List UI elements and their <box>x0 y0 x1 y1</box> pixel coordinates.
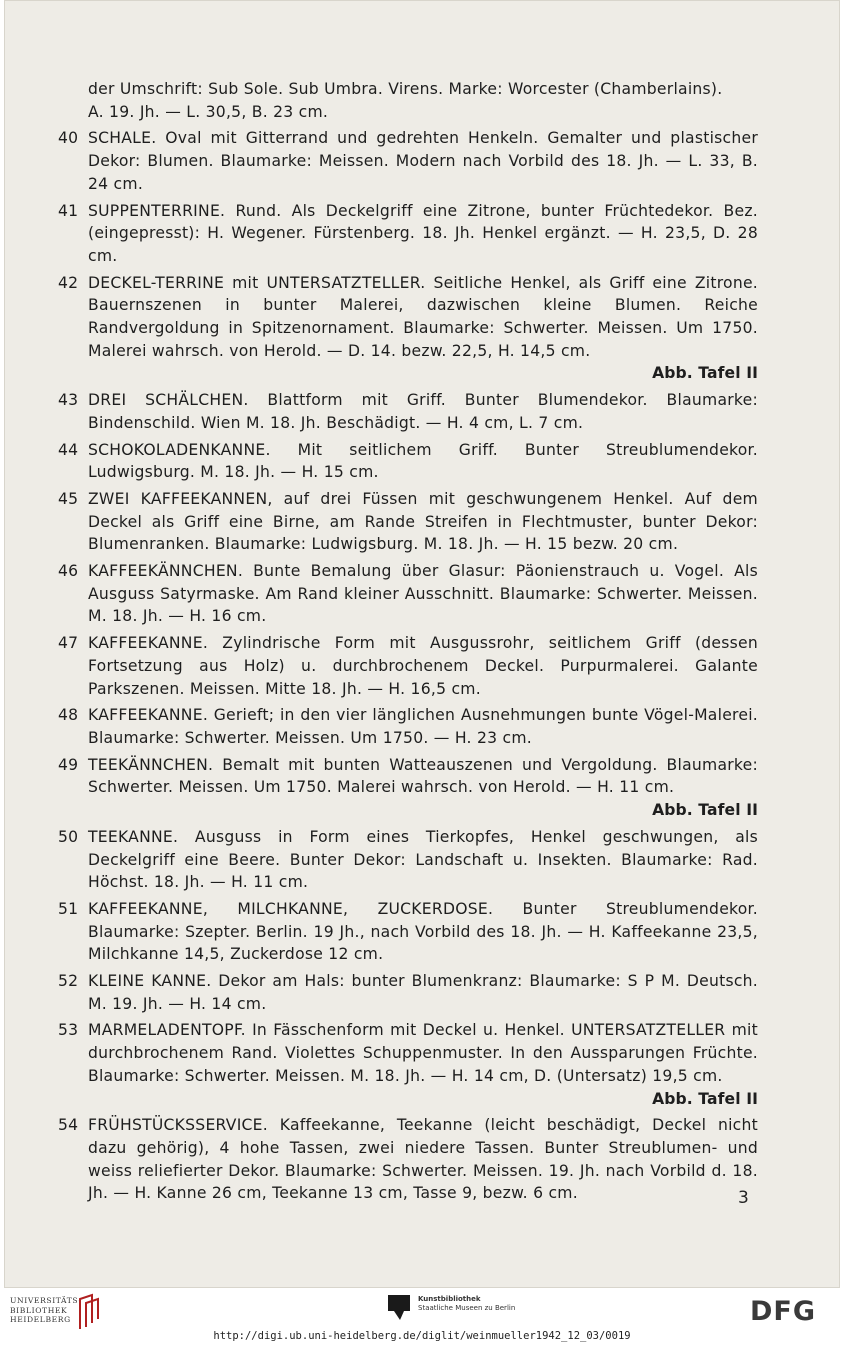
entry-number: 49 <box>58 755 79 774</box>
entry-number: 50 <box>58 827 79 846</box>
university-library-logo-text[interactable] <box>10 1296 82 1325</box>
entry-description: SCHALE. Oval mit Gitterrand und gedrehten Henkeln. Gemalter und plastischer Dekor: Blumen. Blaumarke: Meissen. Modern nach Vorbild des 18. Jh. — L. 33, B. 24 cm. <box>88 129 758 193</box>
plate-reference: Abb. Tafel II <box>652 801 758 820</box>
kunstbibliothek-logo-text[interactable] <box>418 1295 515 1313</box>
uni-line-2: BIBLIOTHEK <box>10 1305 68 1315</box>
page-number: 3 <box>738 1188 749 1208</box>
catalog-entry <box>58 1019 758 1110</box>
catalog-entry <box>58 632 758 700</box>
entry-number: 48 <box>58 706 79 725</box>
catalog-entry <box>58 1114 758 1205</box>
entry-description: KLEINE KANNE. Dekor am Hals: bunter Blumenkranz: Blaumarke: S P M. Deutsch. M. 19. Jh. — H. 14 cm. <box>88 972 758 1013</box>
catalog-entry <box>58 826 758 894</box>
entry-number: 44 <box>58 440 79 459</box>
entry-number: 52 <box>58 972 79 991</box>
plate-reference: Abb. Tafel II <box>652 1089 758 1108</box>
entry-description: FRÜHSTÜCKSSERVICE. Kaffeekanne, Teekanne (leicht beschädigt, Deckel nicht dazu gehörig), 4 hohe Tassen, zwei niedere Tassen. Bunter Streublumen- und weiss reliefierter Dekor. Blaumarke: Schwerter. Meissen. 19. Jh. nach Vorbild d. 18. Jh. — H. Kanne 26 cm, Teekanne 13 cm, Tasse 9, bezw. 6 cm. <box>88 1116 758 1203</box>
entry-description: KAFFEEKÄNNCHEN. Bunte Bemalung über Glasur: Päonienstrauch u. Vogel. Als Ausguss Satyrmaske. Am Rand kleiner Ausschnitt. Blaumarke: Schwerter. Meissen. M. 18. Jh. — H. 16 cm. <box>88 562 758 626</box>
catalog-entry <box>58 127 758 195</box>
kb-line-2: Staatliche Museen zu Berlin <box>418 1304 516 1312</box>
university-library-emblem-icon[interactable] <box>76 1293 102 1331</box>
entry-number: 46 <box>58 562 79 581</box>
intro-line-2: A. 19. Jh. — L. 30,5, B. 23 cm. <box>88 102 329 121</box>
entry-description: KAFFEEKANNE. Gerieft; in den vier länglichen Ausnehmungen bunte Vögel-Malerei. Blaumarke: Schwerter. Meissen. Um 1750. — H. 23 cm. <box>88 706 758 747</box>
kunstbibliothek-emblem-icon[interactable] <box>386 1293 412 1321</box>
entry-number: 51 <box>58 899 79 918</box>
entry-description: DREI SCHÄLCHEN. Blattform mit Griff. Bunter Blumendekor. Blaumarke: Bindenschild. Wien M. 18. Jh. Beschädigt. — H. 4 cm, L. 7 cm. <box>88 391 758 432</box>
intro-line-1: der Umschrift: Sub Sole. Sub Umbra. Virens. Marke: Worcester (Chamberlains). <box>88 80 723 98</box>
entry-number: 42 <box>58 273 79 292</box>
catalog-entries <box>58 127 758 1205</box>
catalog-entry <box>58 754 758 822</box>
entry-number: 43 <box>58 391 79 410</box>
entry-number: 45 <box>58 489 79 508</box>
entry-description: TEEKÄNNCHEN. Bemalt mit bunten Watteauszenen und Vergoldung. Blaumarke: Schwerter. Meissen. Um 1750. Malerei wahrsch. von Herold. — H. 11 cm. <box>88 755 758 797</box>
uni-line-3: HEIDELBERG <box>10 1315 71 1325</box>
catalog-entry <box>58 488 758 556</box>
catalog-entry <box>58 560 758 628</box>
entry-number: 40 <box>58 129 79 148</box>
entry-number: 41 <box>58 201 79 220</box>
catalog-entry <box>58 389 758 434</box>
entry-number: 54 <box>58 1116 79 1135</box>
entry-description: ZWEI KAFFEEKANNEN, auf drei Füssen mit geschwungenem Henkel. Auf dem Deckel als Griff eine Birne, am Rande Streifen in Flechtmuster, bunter Dekor: Blumenranken. Blaumarke: Ludwigsburg. M. 18. Jh. — H. 15 bezw. 20 cm. <box>88 489 758 554</box>
entry-number: 53 <box>58 1021 79 1040</box>
catalog-text <box>58 78 758 1209</box>
entry-description: TEEKANNE. Ausguss in Form eines Tierkopfes, Henkel geschwungen, als Deckelgriff eine Beere. Bunter Dekor: Landschaft u. Insekten. Blaumarke: Rad. Höchst. 18. Jh. — H. 11 cm. <box>88 827 758 892</box>
entry-description: KAFFEEKANNE, MILCHKANNE, ZUCKERDOSE. Bunter Streublumendekor. Blaumarke: Szepter. Berlin. 19 Jh., nach Vorbild des 18. Jh. — H. Kaffeekanne 23,5, Milchkanne 14,5, Zuckerdose 12 cm. <box>88 899 758 964</box>
source-url-link[interactable]: http://digi.ub.uni-heidelberg.de/diglit/weinmueller1942_12_03/0019 <box>213 1330 631 1342</box>
uni-line-1: UNIVERSITÄTS- <box>10 1296 82 1305</box>
entry-description: KAFFEEKANNE. Zylindrische Form mit Ausgussrohr, seitlichem Griff (dessen Fortsetzung aus Holz) u. durchbrochenem Deckel. Purpurmalerei. Galante Parkszenen. Meissen. Mitte 18. Jh. — H. 16,5 cm. <box>88 634 758 698</box>
entry-description: MARMELADENTOPF. In Fässchenform mit Deckel u. Henkel. UNTERSATZTELLER mit durchbrochenem Rand. Violettes Schuppenmuster. In den Aussparungen Früchte. Blaumarke: Schwerter. Meissen. M. 18. Jh. — H. 14 cm, D. (Untersatz) 19,5 cm. <box>88 1021 758 1085</box>
catalog-entry <box>58 970 758 1015</box>
plate-reference: Abb. Tafel II <box>652 364 758 383</box>
entry-description: SUPPENTERRINE. Rund. Als Deckelgriff eine Zitrone, bunter Früchtedekor. Bez. (eingepresst): H. Wegener. Fürstenberg. 18. Jh. Henkel ergänzt. — H. 23,5, D. 28 cm. <box>88 201 758 265</box>
entry-description: SCHOKOLADENKANNE. Mit seitlichem Griff. Bunter Streublumendekor. Ludwigsburg. M. 18. Jh. — H. 15 cm. <box>88 440 758 482</box>
kb-line-1: Kunstbibliothek <box>418 1295 481 1303</box>
intro-continuation <box>58 78 758 123</box>
dfg-logo[interactable]: DFG <box>750 1296 817 1327</box>
catalog-entry <box>58 704 758 749</box>
entry-description: DECKEL-TERRINE mit UNTERSATZTELLER. Seitliche Henkel, als Griff eine Zitrone. Bauernszenen in bunter Malerei, dazwischen kleine Blumen. Reiche Randvergoldung in Spitzenornament. Blaumarke: Schwerter. Meissen. Um 1750. Malerei wahrsch. von Herold. — D. 14. bezw. 22,5, H. 14,5 cm. <box>88 273 758 360</box>
catalog-entry <box>58 272 758 386</box>
catalog-entry <box>58 200 758 268</box>
entry-number: 47 <box>58 634 79 653</box>
catalog-entry <box>58 898 758 966</box>
catalog-entry <box>58 439 758 484</box>
